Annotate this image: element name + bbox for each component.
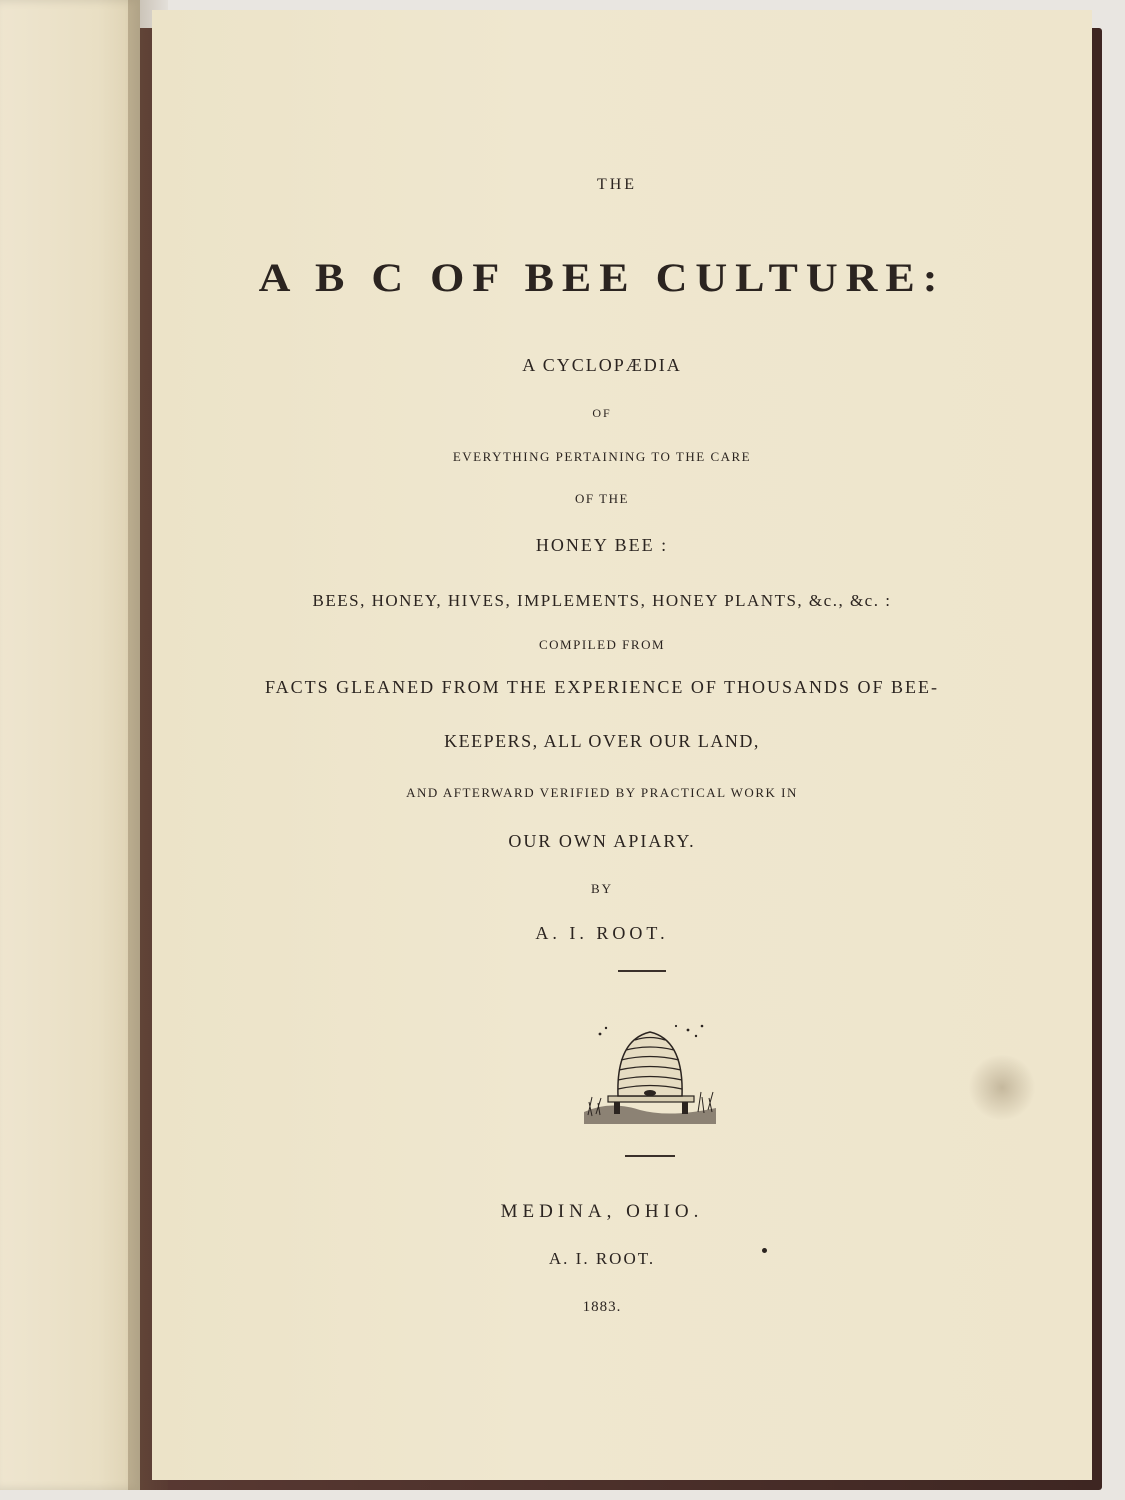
- text-pertaining: EVERYTHING PERTAINING TO THE CARE: [452, 449, 752, 464]
- beehive-skep-icon: [580, 1020, 720, 1124]
- text-by: BY: [590, 881, 614, 896]
- main-title: A B C OF BEE CULTURE:: [258, 255, 946, 301]
- title-page: [152, 10, 1092, 1480]
- text-topics: BEES, HONEY, HIVES, IMPLEMENTS, HONEY PLANTS, &c., &c. :: [312, 591, 892, 610]
- ink-dot: [762, 1248, 767, 1253]
- text-facts-line1: FACTS GLEANED FROM THE EXPERIENCE OF THOUSANDS OF BEE-: [264, 677, 940, 697]
- text-compiled-from: COMPILED FROM: [538, 637, 666, 652]
- rule-top: [618, 970, 666, 972]
- text-facts-line2: KEEPERS, ALL OVER OUR LAND,: [444, 731, 760, 751]
- subtitle: A CYCLOPÆDIA: [522, 355, 682, 375]
- text-honey-bee: HONEY BEE :: [535, 535, 669, 555]
- title-the: THE: [596, 176, 638, 193]
- text-of: OF: [592, 406, 612, 420]
- text-of-the: OF THE: [575, 491, 629, 506]
- rule-bottom: [625, 1155, 675, 1157]
- page-stain: [967, 1055, 1037, 1120]
- publisher: A. I. ROOT.: [548, 1249, 656, 1268]
- text-afterward: AND AFTERWARD VERIFIED BY PRACTICAL WORK IN: [406, 785, 798, 800]
- publication-place: MEDINA, OHIO.: [500, 1201, 704, 1222]
- left-page: [0, 0, 140, 1490]
- text-our-apiary: OUR OWN APIARY.: [508, 831, 696, 851]
- author-name: A. I. ROOT.: [535, 923, 669, 943]
- publication-year: 1883.: [582, 1299, 622, 1315]
